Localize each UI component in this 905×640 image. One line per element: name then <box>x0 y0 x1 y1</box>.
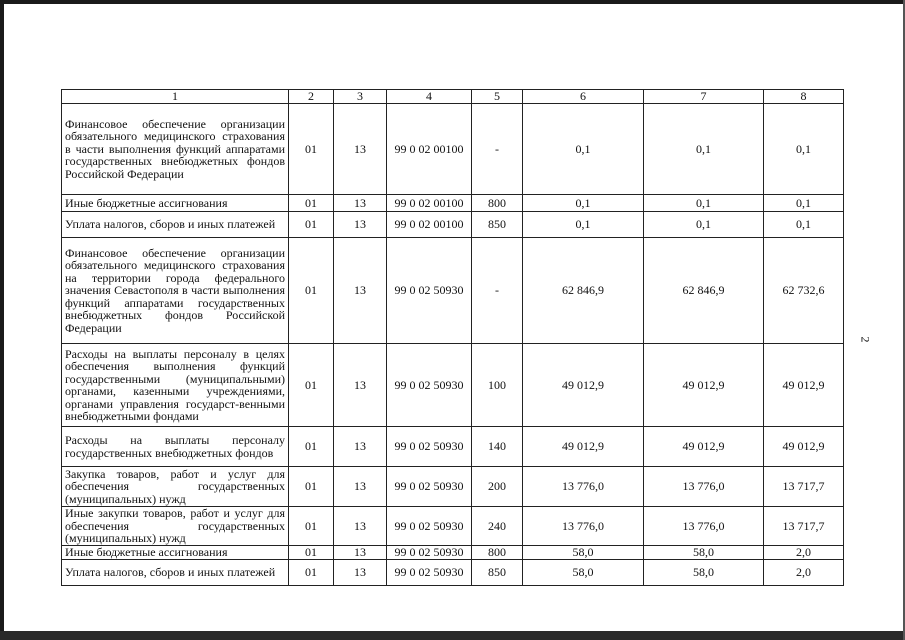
table-cell: 01 <box>289 212 334 238</box>
table-row <box>62 104 844 195</box>
table-cell: 0,1 <box>644 212 764 238</box>
table-cell: 49 012,9 <box>644 427 764 467</box>
table-cell: 99 0 02 50930 <box>387 427 472 467</box>
table-cell: 0,1 <box>523 104 644 195</box>
table-cell: 99 0 02 50930 <box>387 546 472 560</box>
table-cell: 800 <box>472 546 523 560</box>
column-header: 1 <box>62 90 289 104</box>
table-cell: 0,1 <box>523 212 644 238</box>
table-cell: 13 <box>334 195 387 212</box>
row-name-cell: Уплата налогов, сборов и иных платежей <box>62 560 289 586</box>
table-cell: 49 012,9 <box>523 344 644 427</box>
table-cell: 13 <box>334 212 387 238</box>
table-cell: 99 0 02 00100 <box>387 212 472 238</box>
table-cell: 0,1 <box>523 195 644 212</box>
row-name-cell: Расходы на выплаты персоналу государственных внебюджетных фондов <box>62 427 289 467</box>
column-header: 2 <box>289 90 334 104</box>
table-cell: 99 0 02 50930 <box>387 467 472 507</box>
table-row <box>62 427 844 467</box>
page-number: 2 <box>858 336 873 343</box>
table-cell: 01 <box>289 507 334 546</box>
table-cell: 13 <box>334 560 387 586</box>
table-cell: 140 <box>472 427 523 467</box>
table-cell: 49 012,9 <box>764 344 844 427</box>
table-cell: 99 0 02 00100 <box>387 195 472 212</box>
table-cell: 01 <box>289 344 334 427</box>
row-name-cell: Закупка товаров, работ и услуг для обеспечения государственных (муниципальных) нужд <box>62 467 289 507</box>
table-cell: 01 <box>289 467 334 507</box>
table-row <box>62 238 844 344</box>
table-cell: 13 <box>334 546 387 560</box>
table-cell: 99 0 02 00100 <box>387 104 472 195</box>
table-cell: 01 <box>289 104 334 195</box>
table-cell: 200 <box>472 467 523 507</box>
table-cell: 13 <box>334 344 387 427</box>
scan-border-left <box>0 0 4 640</box>
column-header: 4 <box>387 90 472 104</box>
table-cell: 850 <box>472 560 523 586</box>
table-cell: 0,1 <box>764 212 844 238</box>
row-name-cell: Финансовое обеспечение организации обязательного медицинского страхования на территории города федерального значения Севастополя в части выполнения функций аппаратами государственных внебюджетных фондов Российской Федерации <box>62 238 289 344</box>
column-header: 3 <box>334 90 387 104</box>
column-header: 8 <box>764 90 844 104</box>
table-cell: 49 012,9 <box>644 344 764 427</box>
table-cell: 62 846,9 <box>523 238 644 344</box>
table-cell: 01 <box>289 546 334 560</box>
table-header-row <box>62 90 844 104</box>
table-cell: 13 <box>334 467 387 507</box>
table-row <box>62 546 844 560</box>
table-cell: 58,0 <box>523 546 644 560</box>
table-cell: 0,1 <box>764 104 844 195</box>
column-header: 6 <box>523 90 644 104</box>
column-header: 7 <box>644 90 764 104</box>
table-cell: 13 776,0 <box>644 467 764 507</box>
table-cell: 100 <box>472 344 523 427</box>
scan-border-bottom <box>0 631 905 640</box>
table-cell: 13 <box>334 507 387 546</box>
table-row <box>62 467 844 507</box>
table-row <box>62 344 844 427</box>
row-name-cell: Уплата налогов, сборов и иных платежей <box>62 212 289 238</box>
table-row <box>62 507 844 546</box>
row-name-cell: Иные закупки товаров, работ и услуг для обеспечения государственных (муниципальных) нужд <box>62 507 289 546</box>
table-cell: 0,1 <box>644 104 764 195</box>
table-cell: 2,0 <box>764 546 844 560</box>
table-cell: 13 717,7 <box>764 467 844 507</box>
table-cell: 58,0 <box>523 560 644 586</box>
table-cell: 99 0 02 50930 <box>387 560 472 586</box>
table-cell: 62 846,9 <box>644 238 764 344</box>
table-cell: 01 <box>289 560 334 586</box>
table-cell: 99 0 02 50930 <box>387 344 472 427</box>
row-name-cell: Финансовое обеспечение организации обязательного медицинского страхования в части выполнения функций аппаратами государственных внебюджетных фондов Российской Федерации <box>62 104 289 195</box>
table-cell: 850 <box>472 212 523 238</box>
table-row <box>62 195 844 212</box>
table-cell: 13 776,0 <box>523 507 644 546</box>
row-name-cell: Расходы на выплаты персоналу в целях обеспечения выполнения функций государственными (муниципальными) органами, казенными учреждениями, органами управления государст-венными внебюджетными фондами <box>62 344 289 427</box>
column-header: 5 <box>472 90 523 104</box>
budget-table <box>61 89 844 586</box>
scan-border-top <box>0 0 905 4</box>
table-row <box>62 212 844 238</box>
table-cell: 62 732,6 <box>764 238 844 344</box>
table-cell: 01 <box>289 427 334 467</box>
table-cell: 13 717,7 <box>764 507 844 546</box>
table-cell: 2,0 <box>764 560 844 586</box>
row-name-cell: Иные бюджетные ассигнования <box>62 546 289 560</box>
table-cell: 0,1 <box>764 195 844 212</box>
table-cell: - <box>472 104 523 195</box>
table-cell: - <box>472 238 523 344</box>
table-cell: 01 <box>289 195 334 212</box>
table-cell: 13 <box>334 427 387 467</box>
table-cell: 800 <box>472 195 523 212</box>
table-cell: 49 012,9 <box>764 427 844 467</box>
table-cell: 99 0 02 50930 <box>387 507 472 546</box>
table-cell: 240 <box>472 507 523 546</box>
table-cell: 58,0 <box>644 560 764 586</box>
table-cell: 99 0 02 50930 <box>387 238 472 344</box>
table-cell: 13 776,0 <box>644 507 764 546</box>
table-cell: 0,1 <box>644 195 764 212</box>
row-name-cell: Иные бюджетные ассигнования <box>62 195 289 212</box>
table-cell: 13 776,0 <box>523 467 644 507</box>
table-cell: 49 012,9 <box>523 427 644 467</box>
table-cell: 13 <box>334 238 387 344</box>
table-cell: 13 <box>334 104 387 195</box>
table-cell: 58,0 <box>644 546 764 560</box>
table-row <box>62 560 844 586</box>
table-cell: 01 <box>289 238 334 344</box>
